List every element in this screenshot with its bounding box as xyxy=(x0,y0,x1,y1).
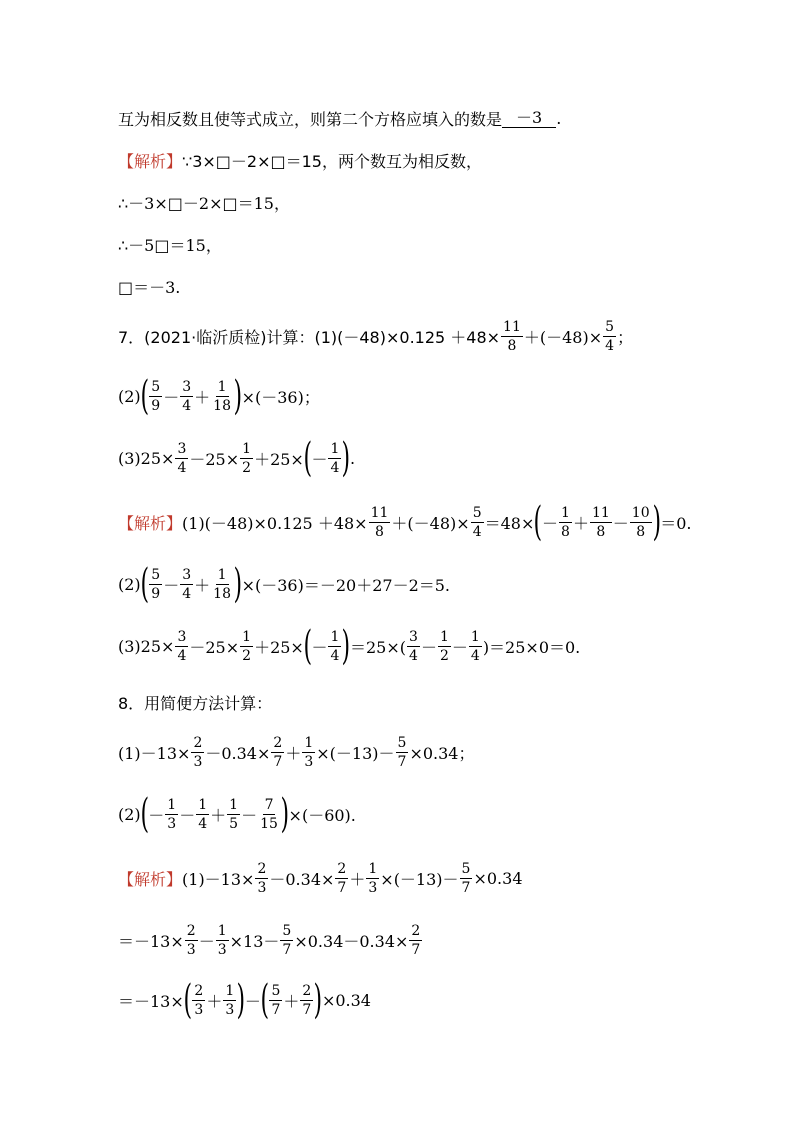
fraction: $\frac{3}{4}$ xyxy=(177,440,187,476)
fraction: $\frac{11}{8}$ xyxy=(370,504,389,540)
answer-blank: －3 xyxy=(502,109,556,128)
expr: －25× xyxy=(189,637,240,657)
expr: ×(－13)－ xyxy=(316,743,395,763)
op: － xyxy=(244,991,261,1011)
p8-step-3: ＝－13× ( $\frac{2}{3}$ ＋ $\frac{1}{3}$ ) － ( $\frac{5}{7}$ ＋ $\frac{2}{7}$ ) ×0.34 xyxy=(118,977,371,1023)
op: ＋ xyxy=(194,387,211,407)
op: ＋ xyxy=(283,991,300,1011)
fraction: $\frac{1}{5}$ xyxy=(229,796,239,832)
p6-line-2 xyxy=(118,140,482,180)
expr: －25× xyxy=(189,449,240,469)
fraction: $\frac{2}{7}$ xyxy=(411,922,421,958)
fraction: $\frac{10}{8}$ xyxy=(631,504,650,540)
fraction: $\frac{5}{7}$ xyxy=(461,860,471,896)
p7-q3: (3)25× $\frac{3}{4}$ －25× $\frac{1}{2}$ ＋25× ( － $\frac{1}{4}$ ) . xyxy=(118,435,356,481)
p8-q2: (2) ( － $\frac{1}{3}$ － $\frac{1}{4}$ ＋ $\frac{1}{5}$ － $\frac{7}{15}$ ) ×(－60). xyxy=(118,791,356,837)
expr: ×0.34－0.34× xyxy=(294,931,409,951)
p6-text: ∴－3×□－2×□＝15， xyxy=(118,193,290,213)
expr: (3)25× xyxy=(118,636,175,656)
p7-a2: (2) ( $\frac{5}{9}$ － $\frac{3}{4}$ ＋ $\frac{1}{18}$ ) ×(－36)＝－20＋27－2＝5. xyxy=(118,561,451,607)
op: － xyxy=(163,387,180,407)
op: ＋ xyxy=(285,743,302,763)
fraction: $\frac{5}{9}$ xyxy=(151,378,161,414)
fraction: $\frac{1}{4}$ xyxy=(330,440,340,476)
expr: ＋25× xyxy=(254,637,304,657)
fraction: $\frac{7}{15}$ xyxy=(260,796,278,832)
fraction: $\frac{2}{3}$ xyxy=(193,734,203,770)
expr: ×(－13)－ xyxy=(380,869,459,889)
expr: (1)－13× xyxy=(182,869,255,889)
fraction: $\frac{5}{4}$ xyxy=(605,318,615,354)
op: － xyxy=(148,805,165,825)
fraction: $\frac{2}{7}$ xyxy=(337,860,347,896)
fraction: $\frac{1}{3}$ xyxy=(368,860,378,896)
fraction: $\frac{3}{4}$ xyxy=(409,628,418,664)
p6-text: □＝－3. xyxy=(118,277,181,297)
expr: ×13－ xyxy=(229,931,280,951)
fraction: $\frac{5}{4}$ xyxy=(472,504,482,540)
op: － xyxy=(420,637,437,657)
expr: ＝－13× xyxy=(118,991,184,1011)
label: (2) xyxy=(118,804,141,824)
p8-q1 xyxy=(118,732,475,772)
fraction: $\frac{11}{8}$ xyxy=(591,504,610,540)
p7-a3: (3)25× $\frac{3}{4}$ －25× $\frac{1}{2}$ ＋25× ( － $\frac{1}{4}$ ) ＝25×( $\frac{3}{4}$ － $\frac{1}{2}$ － $\frac{1}{4}$ )＝25×0＝0. xyxy=(118,623,581,669)
op: － xyxy=(542,513,559,533)
p8-a1 xyxy=(118,858,523,898)
p6-line-5 xyxy=(118,266,180,306)
expr: ×(－36)＝－20＋27－2＝5. xyxy=(241,575,451,595)
op: ＋ xyxy=(572,513,589,533)
op: ＋ xyxy=(210,805,227,825)
fraction: $\frac{1}{3}$ xyxy=(217,922,227,958)
fraction: $\frac{5}{9}$ xyxy=(151,566,161,602)
fraction: $\frac{1}{4}$ xyxy=(330,628,340,664)
fraction: $\frac{1}{2}$ xyxy=(242,628,252,664)
fraction: $\frac{1}{2}$ xyxy=(242,440,252,476)
p6-line-3 xyxy=(118,182,290,222)
fraction: $\frac{1}{4}$ xyxy=(198,796,208,832)
p7-q1-text: 7．(2021·临沂质检)计算：(1)(－48)×0.125 ＋48× xyxy=(118,327,501,347)
fraction: $\frac{1}{18}$ xyxy=(213,566,231,602)
expr: ＝－13× xyxy=(118,931,184,951)
fraction: $\frac{2}{3}$ xyxy=(186,922,196,958)
expr: (3)25× xyxy=(118,448,175,468)
p7-q1 xyxy=(118,316,633,356)
op: － xyxy=(451,637,468,657)
expr: ＋25× xyxy=(254,449,304,469)
fraction: $\frac{3}{4}$ xyxy=(182,566,192,602)
op: － xyxy=(311,637,328,657)
expr: ×0.34 xyxy=(473,868,523,888)
p6-text: 互为相反数且使等式成立，则第二个方格应填入的数是 xyxy=(118,109,503,129)
fraction: $\frac{1}{3}$ xyxy=(304,734,314,770)
fraction: $\frac{1}{3}$ xyxy=(167,796,177,832)
period: . xyxy=(556,108,562,128)
expr: . xyxy=(350,448,356,468)
expr: ×(－36)； xyxy=(241,387,320,407)
p7-q2: (2) ( $\frac{5}{9}$ － $\frac{3}{4}$ ＋ $\frac{1}{18}$ ) ×(－36)； xyxy=(118,373,320,419)
analysis-tag: 【解析】 xyxy=(118,869,183,889)
fraction: $\frac{2}{3}$ xyxy=(257,860,267,896)
p8-title-text: 8．用简便方法计算： xyxy=(118,693,273,713)
fraction: $\frac{3}{4}$ xyxy=(177,628,187,664)
expr: )＝25×0＝0. xyxy=(482,637,581,657)
fraction: $\frac{5}{7}$ xyxy=(271,982,281,1018)
expr: ＋(－48)× xyxy=(391,513,470,533)
op: ＋ xyxy=(194,575,211,595)
fraction: $\frac{5}{7}$ xyxy=(397,734,407,770)
fraction: $\frac{2}{3}$ xyxy=(194,982,204,1018)
expr: ×0.34 xyxy=(321,990,371,1010)
expr: ＝25×( xyxy=(350,637,407,657)
expr: ＝0. xyxy=(660,513,692,533)
expr: －0.34× xyxy=(269,869,335,889)
op: － xyxy=(179,805,196,825)
p7-a1: 【解析】 (1)(－48)×0.125 ＋48× $\frac{11}{8}$ ＋(－48)× $\frac{5}{4}$ ＝48× ( － $\frac{1}{8}$ ＋ $\frac{11}{8}$ － $\frac{10}{8}$ ) ＝0. xyxy=(118,499,692,545)
fraction: $\frac{3}{4}$ xyxy=(182,378,192,414)
expr: ； xyxy=(617,327,634,347)
p8-title xyxy=(118,682,272,722)
fraction: $\frac{1}{3}$ xyxy=(225,982,235,1018)
op: － xyxy=(163,575,180,595)
fraction: $\frac{5}{7}$ xyxy=(282,922,292,958)
analysis-tag: 【解析】 xyxy=(118,151,183,171)
expr: ＝48× xyxy=(484,513,535,533)
fraction: $\frac{11}{8}$ xyxy=(503,318,521,354)
op: － xyxy=(198,931,215,951)
analysis-tag: 【解析】 xyxy=(118,513,183,533)
expr: ×(－60). xyxy=(288,805,356,825)
fraction: $\frac{1}{2}$ xyxy=(439,628,449,664)
op: － xyxy=(612,513,629,533)
op: ＋ xyxy=(206,991,223,1011)
op: ＋ xyxy=(349,869,366,889)
fraction: $\frac{1}{18}$ xyxy=(213,378,231,414)
expr: (1)－13× xyxy=(118,743,191,763)
op: － xyxy=(241,805,258,825)
p8-step-2 xyxy=(118,920,423,960)
label: (2) xyxy=(118,574,141,594)
p6-text: ∴－5□＝15， xyxy=(118,235,222,255)
fraction: $\frac{2}{7}$ xyxy=(302,982,312,1018)
fraction: $\frac{1}{4}$ xyxy=(470,628,480,664)
label: (2) xyxy=(118,386,141,406)
expr: ×0.34； xyxy=(409,743,475,763)
op: － xyxy=(311,449,328,469)
expr: (1)(－48)×0.125 ＋48× xyxy=(182,513,368,533)
fraction: $\frac{2}{7}$ xyxy=(273,734,283,770)
fraction: $\frac{1}{8}$ xyxy=(561,504,570,540)
expr: －0.34× xyxy=(205,743,271,763)
p6-text: ∵3×□－2×□＝15，两个数互为相反数， xyxy=(182,151,482,171)
expr: ＋(－48)× xyxy=(523,327,603,347)
p6-line-1 xyxy=(118,98,561,138)
p6-line-4 xyxy=(118,224,222,264)
